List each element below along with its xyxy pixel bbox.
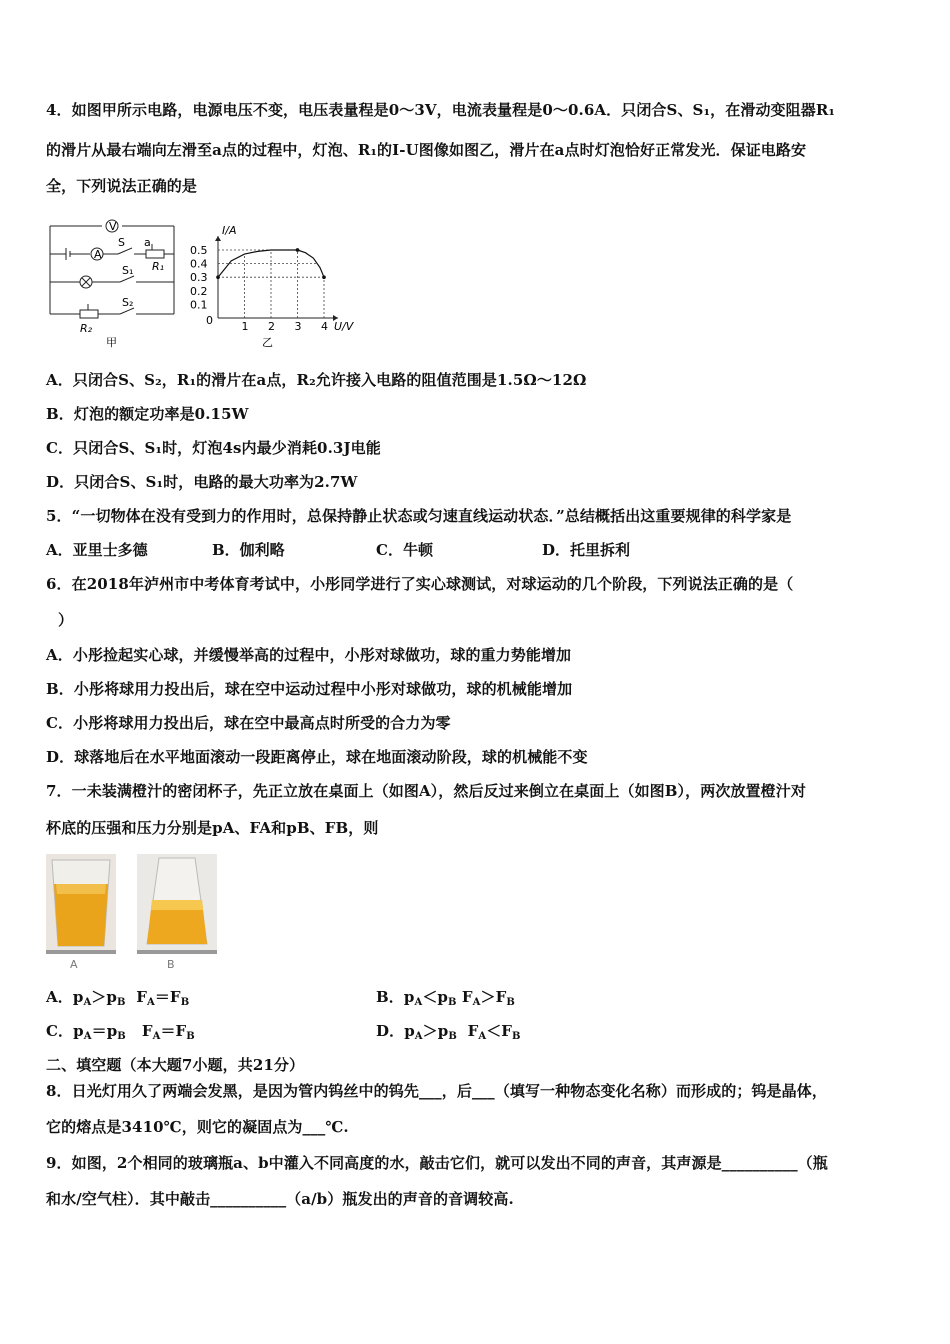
ammeter-label: A (94, 248, 102, 261)
voltmeter-label: V (109, 220, 117, 233)
y-axis-arrow (215, 236, 221, 241)
point-a-label: a (144, 236, 151, 249)
circuit-caption: 甲 (106, 336, 117, 349)
q6-option-c: C．小彤将球用力投出后，球在空中最高点时所受的合力为零 (46, 714, 451, 732)
x-tick-label-3: 3 (294, 320, 302, 333)
r2-label: R₂ (80, 322, 93, 335)
y-axis-label: I/A (222, 224, 237, 237)
q4-stem-line2: 的滑片从最右端向左滑至a点的过程中，灯泡、R₁的I-U图像如图乙，滑片在a点时灯泡恰好正常发光．保证电路安 (46, 141, 807, 159)
q7-stem-line2: 杯底的压强和压力分别是pA、FA和pB、FB，则 (46, 819, 379, 837)
q7-stem-line1: 7．一未装满橙汁的密闭杯子，先正立放在桌面上（如图A），然后反过来倒立在桌面上（如图B），两次放置橙汁对 (46, 782, 806, 800)
y-tick-label-0.3: 0.3 (190, 271, 208, 285)
graph-caption: 乙 (262, 336, 273, 349)
q4-option-a: A．只闭合S、S₂，R₁的滑片在a点，R₂允许接入电路的阻值范围是1.5Ω～12Ω (46, 371, 587, 389)
q9-line2: 和水/空气柱）．其中敲击__________（a/b）瓶发出的声音的音调较高. (46, 1190, 514, 1208)
q8-line1: 8．日光灯用久了两端会发黑，是因为管内钨丝中的钨先___，后___（填写一种物态变化名称）而形成的；钨是晶体， (46, 1082, 827, 1100)
photo-b-label: B (167, 958, 175, 971)
q6-option-d: D．球落地后在水平地面滚动一段距离停止，球在地面滚动阶段，球的机械能不变 (46, 748, 588, 766)
r2-resistor (80, 310, 98, 318)
q6-stem-line2: ） (58, 611, 74, 629)
y-tick-label-0.4: 0.4 (190, 257, 208, 271)
x-tick-label-0: 0 (206, 314, 213, 327)
x-tick-label-1: 1 (241, 320, 249, 333)
series-0-point-0 (216, 275, 220, 279)
q5-option-d: D．托里拆利 (542, 541, 631, 559)
q7-option-c: C．$p_A=p_B$ $F_A=F_B$ (46, 1022, 195, 1042)
switch-s1-label: S₁ (122, 264, 134, 277)
q9-line1: 9．如图，2个相同的玻璃瓶a、b中灌入不同高度的水，敲击它们，就可以发出不同的声音，其声源是__________（瓶 (46, 1154, 828, 1172)
section-2-title: 二、填空题（本大题7小题，共21分） (46, 1056, 305, 1074)
circuit-diagram (44, 218, 184, 353)
q5-stem: 5．“一切物体在没有受到力的作用时，总保持静止状态或匀速直线运动状态．”总结概括出这重要规律的科学家是 (46, 507, 792, 525)
x-tick-label-2: 2 (268, 320, 275, 333)
series-0-curve (218, 250, 298, 277)
q5-option-c: C．牛顿 (376, 541, 433, 559)
q5-option-a: A．亚里士多德 (46, 541, 148, 559)
q6-option-a: A．小彤捡起实心球，并缓慢举高的过程中，小彤对球做功，球的重力势能增加 (46, 646, 572, 664)
q7-option-b: B．$p_A<p_B$ $F_A>F_B$ (376, 988, 515, 1008)
q4-stem-line3: 全，下列说法正确的是 (46, 177, 198, 195)
q5-options (46, 540, 906, 560)
q6-stem-line1: 6．在2018年泸州市中考体育考试中，小彤同学进行了实心球测试，对球运动的几个阶段，下列说法正确的是（ (46, 575, 794, 593)
switch-s-label: S (118, 236, 125, 249)
switch-s2-label: S₂ (122, 296, 134, 309)
iu-graph (186, 218, 356, 353)
y-tick-label-0.2: 0.2 (190, 284, 208, 298)
r1-label: R₁ (152, 260, 165, 273)
q7-option-a: A．$p_A>p_B$ $F_A=F_B$ (46, 988, 190, 1008)
series-1-point-4 (322, 275, 326, 279)
r1-resistor (146, 250, 164, 258)
x-tick-label-4: 4 (321, 320, 328, 333)
series-1-point-0 (296, 248, 300, 252)
q8-line2: 它的熔点是3410℃，则它的凝固点为___℃. (46, 1118, 349, 1136)
q4-option-d: D．只闭合S、S₁时，电路的最大功率为2.7W (46, 473, 358, 491)
x-axis-label: U/V (334, 320, 354, 333)
q7-option-d: D．$p_A>p_B$ $F_A<F_B$ (376, 1022, 521, 1042)
photo-cup-upright (46, 854, 116, 972)
y-tick-label-0.5: 0.5 (190, 244, 208, 257)
photo-a-label: A (70, 958, 78, 971)
y-tick-label-0.1: 0.1 (190, 298, 208, 312)
photo-cup-inverted (137, 854, 217, 972)
q6-option-b: B．小彤将球用力投出后，球在空中运动过程中小彤对球做功，球的机械能增加 (46, 680, 573, 698)
q4-option-b: B．灯泡的额定功率是0.15W (46, 405, 249, 423)
q5-option-b: B．伽利略 (212, 541, 285, 559)
q4-option-c: C．只闭合S、S₁时，灯泡4s内最少消耗0.3J电能 (46, 439, 381, 457)
q4-stem-line1: 4．如图甲所示电路，电源电压不变，电压表量程是0～3V，电流表量程是0～0.6A．只闭合S、S₁，在滑动变阻器R₁ (46, 101, 836, 119)
